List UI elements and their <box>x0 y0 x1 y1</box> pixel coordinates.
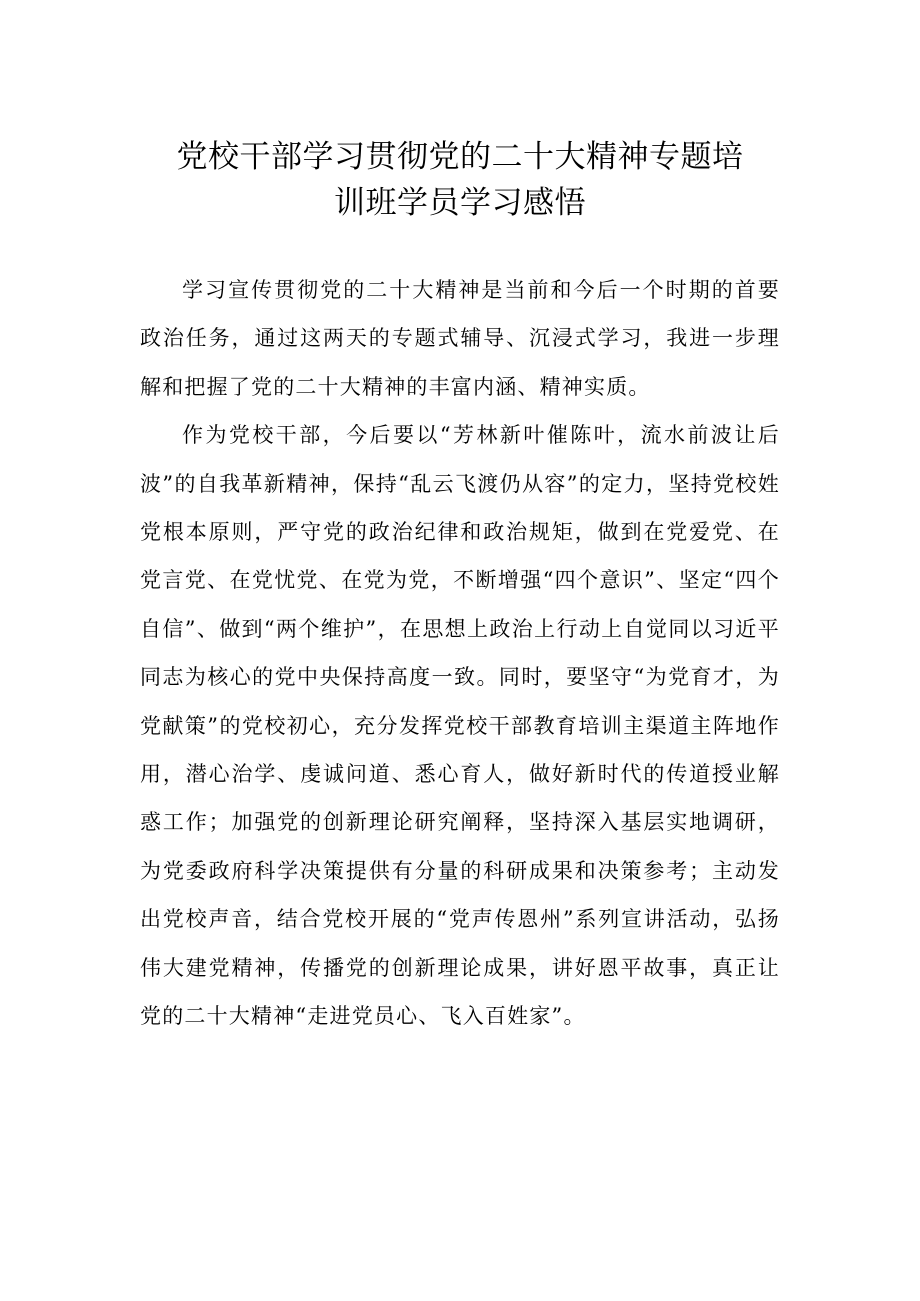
title-line-2: 训班学员学习感悟 <box>334 185 586 221</box>
paragraph-1: 学习宣传贯彻党的二十大精神是当前和今后一个时期的首要政治任务，通过这两天的专题式辅导、沉浸式学习，我进一步理解和把握了党的二十大精神的丰富内涵、精神实质。 <box>140 278 780 399</box>
title-line-1: 党校干部学习贯彻党的二十大精神专题培 <box>176 139 744 175</box>
document-title <box>130 134 790 226</box>
paragraph-2: 作为党校干部，今后要以“芳林新叶催陈叶，流水前波让后波”的自我革新精神，保持“乱云飞渡仍从容”的定力，坚持党校姓党根本原则，严守党的政治纪律和政治规矩，做到在党爱党、在党言党、在党忧党、在党为党，不断增强“四个意识”、坚定“四个自信”、做到“两个维护”，在思想上政治上行动上自觉同以习近平同志为核心的党中央保持高度一致。同时，要坚守“为党育才，为党献策”的党校初心，充分发挥党校干部教育培训主渠道主阵地作用，潜心治学、虔诚问道、悉心育人，做好新时代的传道授业解惑工作；加强党的创新理论研究阐释，坚持深入基层实地调研，为党委政府科学决策提供有分量的科研成果和决策参考；主动发出党校声音，结合党校开展的“党声传恩州”系列宣讲活动，弘扬伟大建党精神，传播党的创新理论成果，讲好恩平故事，真正让党的二十大精神“走进党员心、飞入百姓家”。 <box>140 423 780 1029</box>
document-body <box>140 266 780 1041</box>
